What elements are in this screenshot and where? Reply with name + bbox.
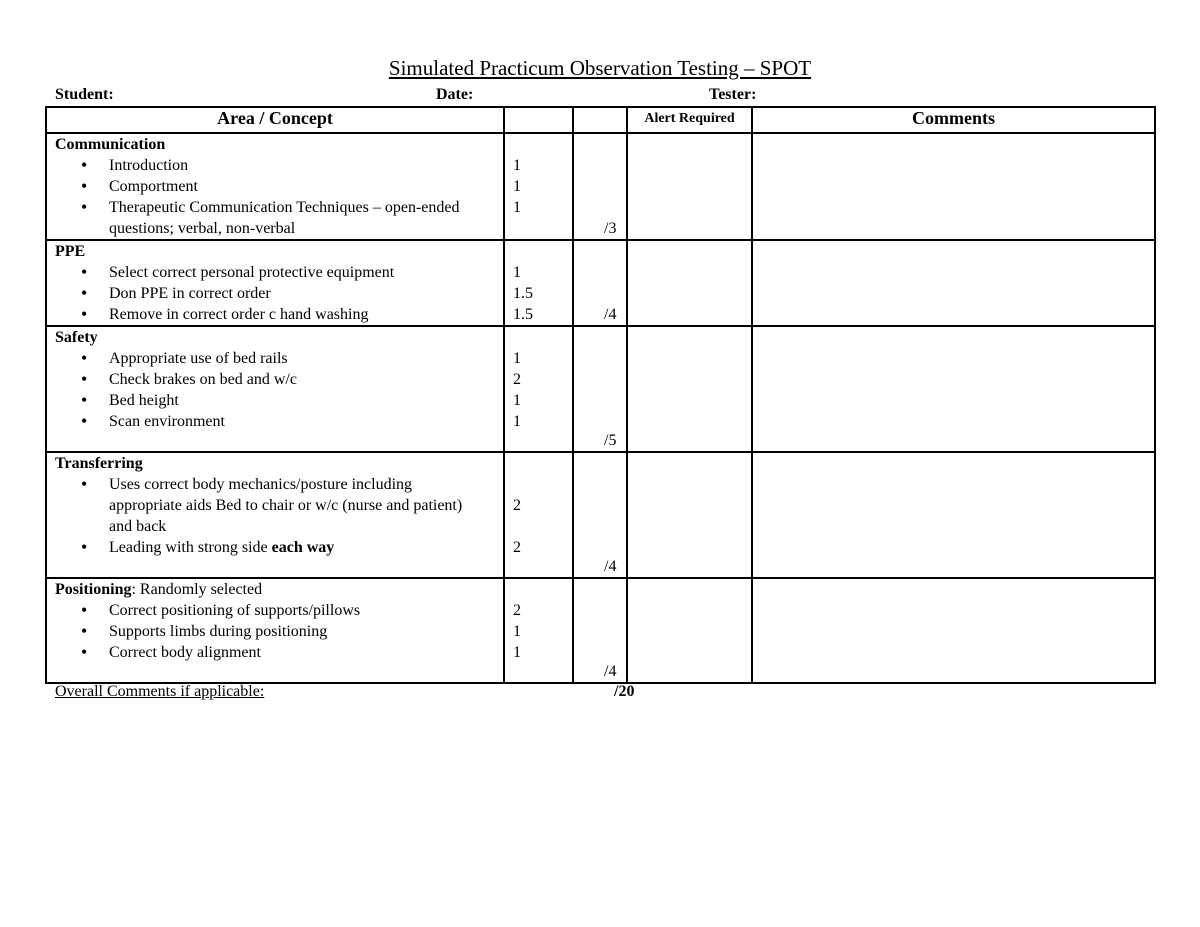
area-cell	[46, 133, 504, 240]
section-total: /4	[604, 306, 617, 323]
table-header-row	[46, 107, 1155, 133]
comments-cell[interactable]	[752, 578, 1155, 683]
section-row-ppe	[46, 240, 1155, 326]
item-points: 1	[513, 157, 521, 174]
item-points: 1	[513, 644, 521, 661]
section-heading	[55, 579, 503, 600]
overall-comments-label: Overall Comments if applicable:	[55, 683, 265, 700]
section-title: Communication	[55, 136, 166, 153]
item-points: 2	[513, 371, 521, 388]
comments-header: Comments	[752, 107, 1155, 133]
alert-cell[interactable]	[627, 133, 752, 240]
section-total-cell	[573, 240, 627, 326]
section-total: /4	[604, 558, 617, 575]
section-title: Positioning	[55, 581, 132, 598]
area-concept-header: Area / Concept	[46, 107, 504, 133]
list-item: • Introduction	[55, 155, 503, 176]
item-points: 1	[513, 350, 521, 367]
page-title: Simulated Practicum Observation Testing – SPOT	[388, 56, 812, 80]
section-total: /4	[604, 663, 617, 680]
list-item: • Supports limbs during positioning	[55, 621, 503, 642]
list-item: • Therapeutic Communication Techniques – open-ended questions; verbal, non-verbal	[55, 197, 503, 239]
item-points: 2	[513, 602, 521, 619]
area-cell	[46, 578, 504, 683]
area-cell	[46, 240, 504, 326]
item-text: Leading with strong side	[109, 539, 272, 556]
area-cell	[46, 326, 504, 452]
item-points: 1	[513, 392, 521, 409]
section-note: : Randomly selected	[131, 581, 263, 598]
comments-cell[interactable]	[752, 240, 1155, 326]
student-label: Student:	[55, 86, 114, 103]
item-points: 1	[513, 623, 521, 640]
section-total-cell	[573, 133, 627, 240]
list-item: • Scan environment	[55, 411, 503, 432]
section-title: Transferring	[55, 455, 143, 472]
comments-cell[interactable]	[752, 326, 1155, 452]
section-total-cell	[573, 452, 627, 578]
section-row-communication	[46, 133, 1155, 240]
total-header	[573, 107, 627, 133]
item-points: 1	[513, 199, 521, 216]
list-item: • Select correct personal protective equipment	[55, 262, 503, 283]
section-total-cell	[573, 326, 627, 452]
list-item: • Bed height	[55, 390, 503, 411]
alert-cell[interactable]	[627, 326, 752, 452]
item-points: 1.5	[513, 306, 533, 323]
comments-cell[interactable]	[752, 452, 1155, 578]
grand-total: /20	[614, 683, 635, 700]
area-cell	[46, 452, 504, 578]
section-total-cell	[573, 578, 627, 683]
list-item: • Uses correct body mechanics/posture including appropriate aids Bed to chair or w/c (nurse and patient) and back	[55, 474, 503, 537]
list-item: • Correct positioning of supports/pillows	[55, 600, 503, 621]
item-points: 2	[513, 497, 521, 514]
section-title: Safety	[55, 329, 98, 346]
alert-cell[interactable]	[627, 578, 752, 683]
alert-cell[interactable]	[627, 240, 752, 326]
list-item	[55, 537, 503, 558]
date-label: Date:	[436, 86, 474, 103]
item-emphasis: each way	[271, 539, 335, 556]
item-points: 1	[513, 413, 521, 430]
list-item: • Appropriate use of bed rails	[55, 348, 503, 369]
points-cell	[504, 452, 573, 578]
item-points: 2	[513, 539, 521, 556]
list-item: • Comportment	[55, 176, 503, 197]
section-row-positioning	[46, 578, 1155, 683]
comments-cell[interactable]	[752, 133, 1155, 240]
section-title: PPE	[55, 243, 86, 260]
item-points: 1	[513, 178, 521, 195]
section-row-transferring	[46, 452, 1155, 578]
list-item: • Remove in correct order c hand washing	[55, 304, 503, 325]
points-cell	[504, 133, 573, 240]
alert-required-header: Alert Required	[627, 107, 752, 133]
list-item: • Check brakes on bed and w/c	[55, 369, 503, 390]
item-points: 1.5	[513, 285, 533, 302]
points-header	[504, 107, 573, 133]
points-cell	[504, 326, 573, 452]
alert-cell[interactable]	[627, 452, 752, 578]
tester-label: Tester:	[709, 86, 757, 103]
section-row-safety	[46, 326, 1155, 452]
points-cell	[504, 240, 573, 326]
list-item: • Correct body alignment	[55, 642, 503, 663]
spot-table	[45, 106, 1156, 684]
list-item: • Don PPE in correct order	[55, 283, 503, 304]
section-total: /5	[604, 432, 617, 449]
item-points: 1	[513, 264, 521, 281]
section-total: /3	[604, 220, 617, 237]
points-cell	[504, 578, 573, 683]
